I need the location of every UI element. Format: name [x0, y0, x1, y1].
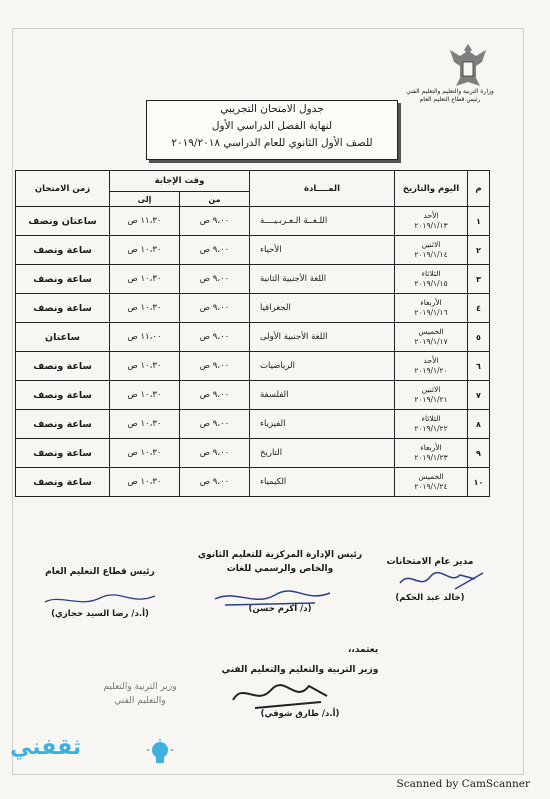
row-subject: التاريخ	[250, 439, 395, 468]
row-from: ٩،٠٠ ص	[180, 207, 250, 236]
row-day-date	[395, 265, 468, 294]
row-date: ٢٠١٩/١/٢٠	[414, 366, 448, 375]
table-row	[16, 236, 490, 265]
row-day: الأربعاء	[420, 443, 442, 452]
row-num: ٢	[468, 236, 490, 265]
row-duration: ساعة ونصف	[16, 236, 110, 265]
handwritten-signature-3	[40, 590, 160, 612]
row-subject: الرياضيات	[250, 352, 395, 381]
row-subject: الفيزياء	[250, 410, 395, 439]
row-day: الخميس	[418, 472, 444, 481]
row-day: الأحد	[423, 211, 439, 220]
row-day-date	[395, 381, 468, 410]
row-from: ٩،٠٠ ص	[180, 323, 250, 352]
row-subject: الفلسفة	[250, 381, 395, 410]
row-from: ٩،٠٠ ص	[180, 265, 250, 294]
row-date: ٢٠١٩/١/١٥	[414, 279, 448, 288]
row-duration: ساعتان	[16, 323, 110, 352]
row-date: ٢٠١٩/١/١٧	[414, 337, 448, 346]
row-num: ٩	[468, 439, 490, 468]
central-admin-title-2: والخاص والرسمي للغات	[226, 564, 334, 574]
row-day-date	[395, 352, 468, 381]
row-from: ٩،٠٠ ص	[180, 294, 250, 323]
general-edu-name: (أ.د/ رضا السيد حجازي)	[51, 609, 149, 619]
row-to: ١٠،٣٠ ص	[110, 236, 180, 265]
row-from: ٩،٠٠ ص	[180, 381, 250, 410]
row-from: ٩،٠٠ ص	[180, 352, 250, 381]
header-to: إلى	[110, 192, 180, 207]
ministry-header	[405, 88, 495, 104]
row-to: ١٠،٣٠ ص	[110, 294, 180, 323]
row-date: ٢٠١٩/١/٢٢	[414, 424, 448, 433]
row-day-date	[395, 439, 468, 468]
scanned-by-label: Scanned by CamScanner	[396, 778, 530, 790]
site-logo: ثقفني	[10, 735, 82, 760]
row-duration: ساعة ونصف	[16, 410, 110, 439]
row-num: ٣	[468, 265, 490, 294]
table-row	[16, 265, 490, 294]
header-day-date: اليوم والتاريخ	[395, 171, 468, 207]
row-subject: الأحياء	[250, 236, 395, 265]
row-num: ٧	[468, 381, 490, 410]
row-day-date	[395, 468, 468, 497]
title-line-3: للصف الأول الثانوي للعام الدراسي ٢٠١٩/٢٠١٨	[171, 137, 373, 149]
title-line-2: لنهاية الفصل الدراسي الأول	[211, 120, 333, 132]
row-num: ١٠	[468, 468, 490, 497]
table-row	[16, 352, 490, 381]
row-to: ١٠،٣٠ ص	[110, 265, 180, 294]
ministry-line-1: وزارة التربية والتعليم والتعليم الفني	[406, 88, 494, 95]
exams-director-name: (خالد عبد الحكم)	[395, 593, 465, 603]
header-answer-time: وقت الإجابة	[110, 171, 250, 192]
row-to: ١٠،٣٠ ص	[110, 352, 180, 381]
table-row	[16, 439, 490, 468]
row-to: ١٠،٣٠ ص	[110, 439, 180, 468]
row-subject: اللغة الأجنبية الأولى	[250, 323, 395, 352]
row-to: ١٠،٣٠ ص	[110, 468, 180, 497]
row-num: ٦	[468, 352, 490, 381]
row-subject: الجغرافيا	[250, 294, 395, 323]
central-admin-title-1: رئيس الإدارة المركزية للتعليم الثانوي	[197, 550, 363, 560]
handwritten-signature-2	[205, 585, 335, 611]
row-num: ٤	[468, 294, 490, 323]
header-duration: زمن الامتحان	[16, 171, 110, 207]
central-admin-name: (د/ أكرم حسن)	[248, 604, 312, 614]
row-duration: ساعة ونصف	[16, 381, 110, 410]
row-date: ٢٠١٩/١/١٣	[414, 221, 448, 230]
row-subject: اللـغــة الـعـربـيــــة	[250, 207, 395, 236]
title-box	[146, 100, 398, 160]
row-date: ٢٠١٩/١/١٦	[414, 308, 448, 317]
row-to: ١٠،٣٠ ص	[110, 381, 180, 410]
header-from: من	[180, 192, 250, 207]
row-day: الأربعاء	[420, 298, 442, 307]
row-from: ٩،٠٠ ص	[180, 439, 250, 468]
table-row	[16, 410, 490, 439]
stamp-text-1: وزير التربية والتعليم	[103, 682, 177, 692]
header-num: م	[468, 171, 490, 207]
row-day: الاثنين	[421, 240, 441, 249]
title-line-1: جدول الامتحان التجريبي	[220, 103, 324, 115]
row-subject: اللغة الأجنبية الثانية	[250, 265, 395, 294]
table-row	[16, 468, 490, 497]
row-day-date	[395, 323, 468, 352]
handwritten-signature-4	[225, 676, 335, 712]
row-duration: ساعة ونصف	[16, 439, 110, 468]
row-day-date	[395, 410, 468, 439]
row-date: ٢٠١٩/١/١٤	[414, 250, 448, 259]
row-day: الاثنين	[421, 385, 441, 394]
minister-name: (أ.د/ طارق شوقي)	[260, 709, 340, 719]
row-num: ٨	[468, 410, 490, 439]
row-from: ٩،٠٠ ص	[180, 468, 250, 497]
row-day: الثلاثاء	[421, 414, 441, 423]
row-num: ٥	[468, 323, 490, 352]
header-subject: المــــادة	[250, 171, 395, 207]
row-duration: ساعة ونصف	[16, 352, 110, 381]
row-duration: ساعة ونصف	[16, 265, 110, 294]
lightbulb-icon	[145, 738, 175, 768]
exams-director-title: مدير عام الامتحانات	[386, 557, 474, 567]
row-date: ٢٠١٩/١/٢٣	[414, 453, 448, 462]
row-duration: ساعتان ونصف	[16, 207, 110, 236]
table-row	[16, 207, 490, 236]
stamp-text-2: والتعليم الفني	[114, 696, 166, 706]
row-day: الأحد	[423, 356, 439, 365]
minister-stamp	[80, 680, 200, 708]
row-day-date	[395, 207, 468, 236]
row-day-date	[395, 294, 468, 323]
row-day-date	[395, 236, 468, 265]
general-edu-title: رئيس قطاع التعليم العام	[45, 567, 155, 577]
row-subject: الكيمياء	[250, 468, 395, 497]
row-day: الثلاثاء	[421, 269, 441, 278]
table-row	[16, 294, 490, 323]
ministry-line-2: رئيس قطاع التعليم العام	[419, 96, 481, 103]
handwritten-signature-1	[395, 565, 490, 595]
row-to: ١١،٠٠ ص	[110, 323, 180, 352]
row-from: ٩،٠٠ ص	[180, 410, 250, 439]
minister-title: وزير التربية والتعليم والتعليم الفني	[221, 665, 379, 675]
table-row	[16, 381, 490, 410]
row-date: ٢٠١٩/١/٢٤	[414, 482, 448, 491]
row-day: الخميس	[418, 327, 444, 336]
row-num: ١	[468, 207, 490, 236]
table-row	[16, 323, 490, 352]
approved-label: يعتمد،،	[348, 645, 379, 655]
row-to: ١١،٣٠ ص	[110, 207, 180, 236]
row-duration: ساعة ونصف	[16, 294, 110, 323]
row-to: ١٠،٣٠ ص	[110, 410, 180, 439]
eagle-emblem-icon	[446, 40, 490, 90]
row-date: ٢٠١٩/١/٢١	[414, 395, 448, 404]
row-duration: ساعة ونصف	[16, 468, 110, 497]
exam-schedule-table	[15, 170, 490, 497]
row-from: ٩،٠٠ ص	[180, 236, 250, 265]
